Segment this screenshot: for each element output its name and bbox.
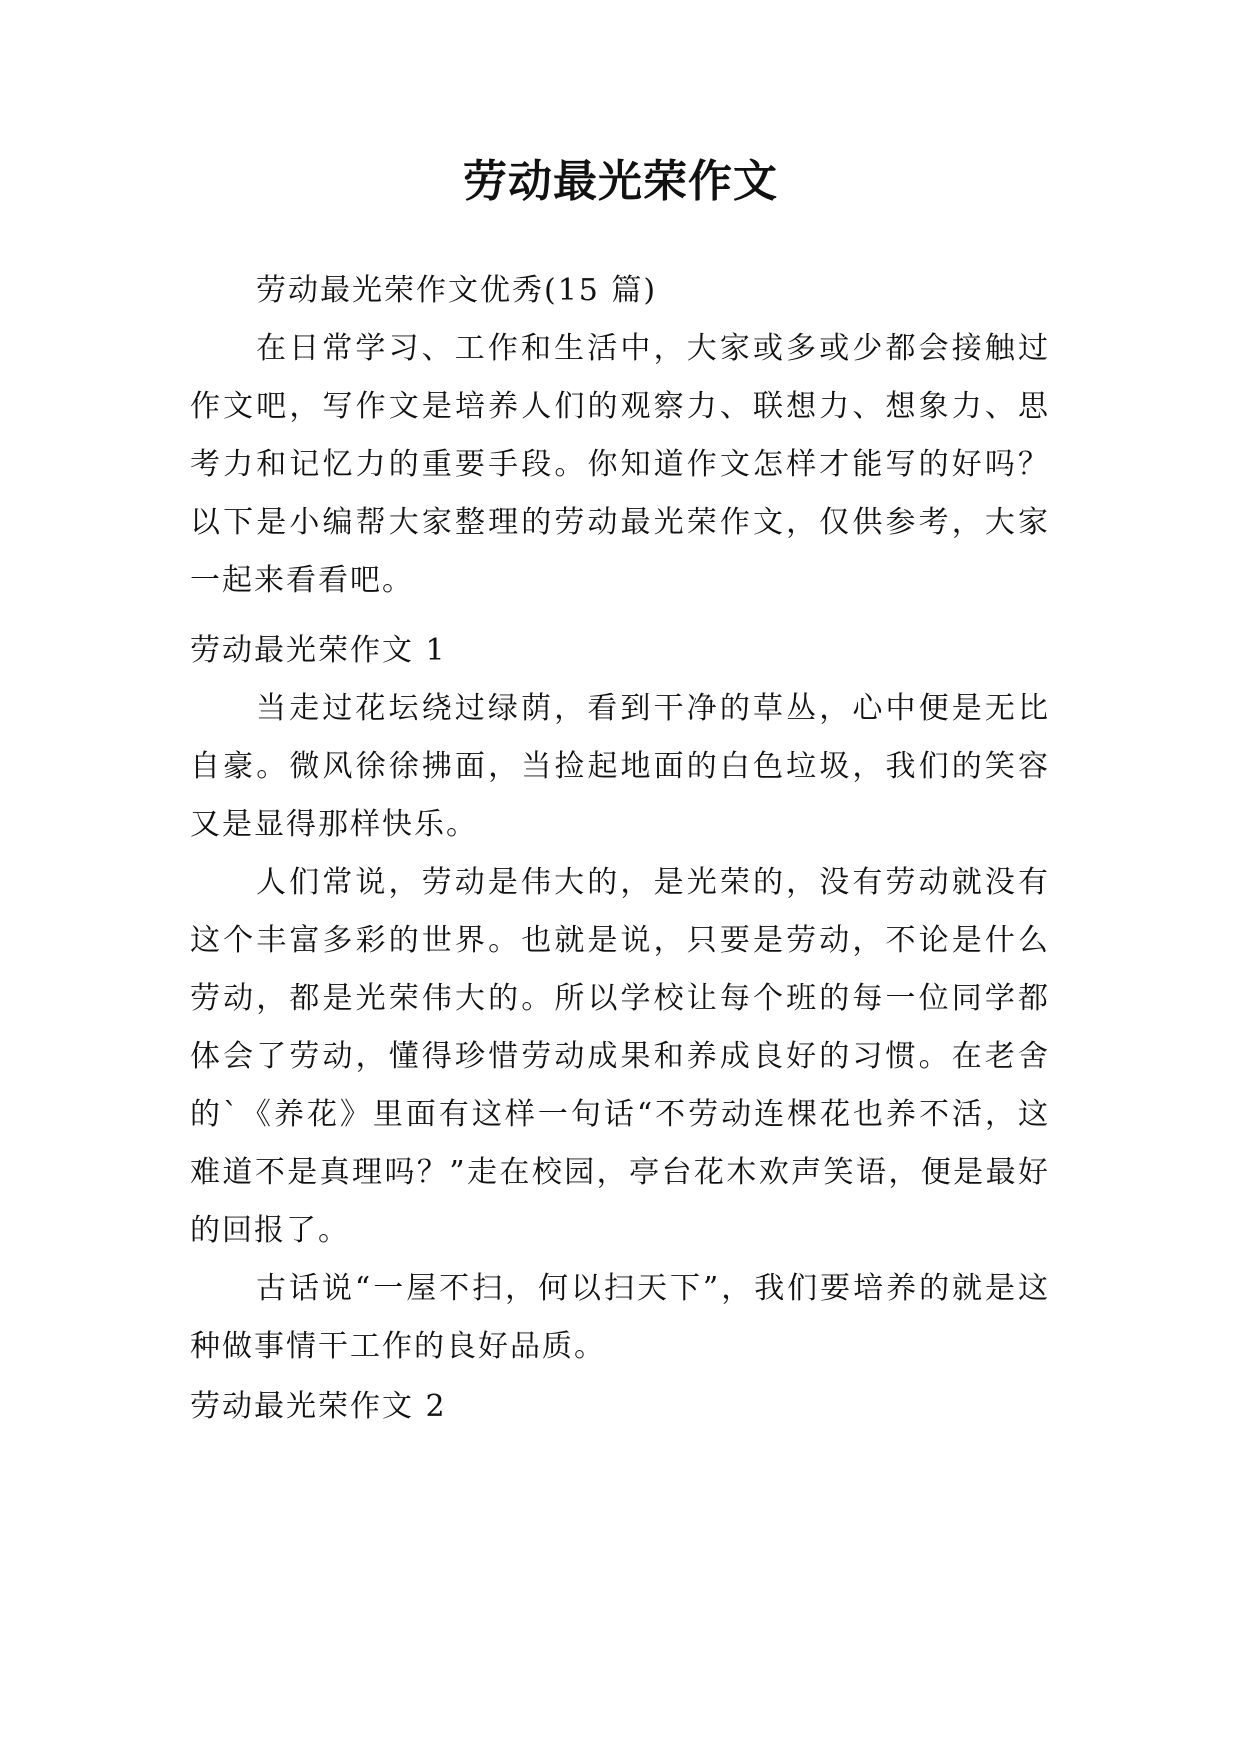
section-paragraph: 人们常说，劳动是伟大的，是光荣的，没有劳动就没有这个丰富多彩的世界。也就是说，只要是劳动，不论是什么劳动，都是光荣伟大的。所以学校让每个班的每一位同学都体会了劳动，懂得珍惜劳动成果和养成良好的习惯。在老舍的`《养花》里面有这样一句话“不劳动连棵花也养不活，这难道不是真理吗？”走在校园，亭台花木欢声笑语，便是最好的回报了。 xyxy=(190,865,1050,1248)
document-subtitle: 劳动最光荣作文优秀(15 篇) xyxy=(256,273,658,308)
section-heading: 劳动最光荣作文 2 xyxy=(190,1389,447,1424)
intro-block xyxy=(190,262,1050,610)
section-paragraph: 当走过花坛绕过绿荫，看到干净的草丛，心中便是无比自豪。微风徐徐拂面，当捡起地面的白色垃圾，我们的笑容又是显得那样快乐。 xyxy=(190,691,1050,842)
section-2 xyxy=(190,1378,1050,1436)
section-heading: 劳动最光荣作文 1 xyxy=(190,633,447,668)
section-paragraph: 古话说“一屋不扫，何以扫天下”，我们要培养的就是这种做事情干工作的良好品质。 xyxy=(190,1271,1050,1364)
intro-paragraph: 在日常学习、工作和生活中，大家或多或少都会接触过作文吧，写作文是培养人们的观察力、联想力、想象力、思考力和记忆力的重要手段。你知道作文怎样才能写的好吗？以下是小编帮大家整理的劳动最光荣作文，仅供参考，大家一起来看看吧。 xyxy=(190,331,1050,598)
document-title: 劳动最光荣作文 xyxy=(463,156,778,207)
section-1 xyxy=(190,622,1050,1376)
